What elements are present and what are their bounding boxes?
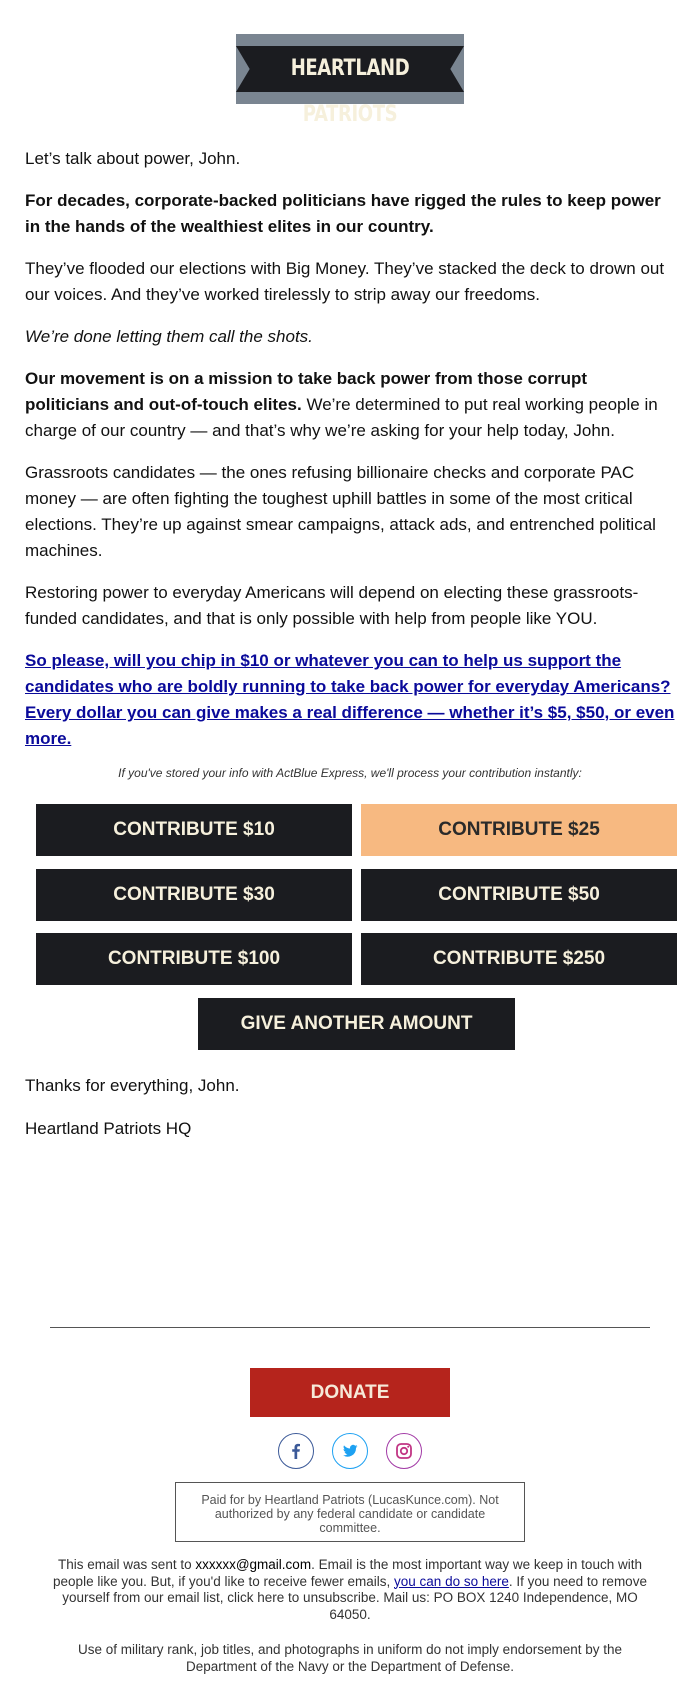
footer-divider (50, 1327, 650, 1328)
recipient-email: xxxxxx@gmail.com (195, 1557, 312, 1572)
contribute-30-button[interactable]: CONTRIBUTE $30 (36, 869, 352, 921)
donate-button[interactable]: DONATE (250, 1368, 450, 1417)
closing (25, 1073, 675, 1159)
sent-prefix: This email was sent to (58, 1557, 196, 1572)
thanks-line: Thanks for everything, John. (25, 1076, 240, 1095)
actblue-express-note: If you've stored your info with ActBlue Express, we'll process your contribution instantly: (118, 766, 582, 780)
logo-text: HEARTLAND PATRIOTS (290, 56, 410, 127)
contribute-10-button[interactable]: CONTRIBUTE $10 (36, 804, 352, 856)
contribute-250-button[interactable]: CONTRIBUTE $250 (361, 933, 677, 985)
contribute-50-button[interactable]: CONTRIBUTE $50 (361, 869, 677, 921)
sent-suffix: . If you need to remove yourself from our email list, click here to unsubscribe. Mail us: PO BOX 1240 Independence, MO 64050. (62, 1573, 647, 1622)
instagram-icon[interactable] (386, 1433, 422, 1469)
give-another-amount-button[interactable]: GIVE ANOTHER AMOUNT (198, 998, 515, 1050)
paragraph-restoring: Restoring power to everyday Americans will depend on electing these grassroots-funded candidates, and that is only possible with help from people like YOU. (25, 583, 639, 628)
mission-rest: We’re determined to put real working people in charge of our country — and that’s why we’re asking for your help today, John. (25, 395, 658, 440)
email-disclaimer (50, 1557, 650, 1623)
sent-middle: . Email is the most important way we keep in touch with people like you. But, if you'd like to receive fewer emails, (53, 1557, 642, 1589)
facebook-icon[interactable] (278, 1433, 314, 1469)
chip-in-link[interactable]: So please, will you chip in $10 or whatever you can to help us support the candidates who are boldly running to take back power for everyday Americans? Every dollar you can give makes a real difference — whether it’s $5, $50, or even more. (25, 651, 675, 748)
email-header (0, 0, 700, 127)
paid-for-box: Paid for by Heartland Patriots (LucasKunce.com). Not authorized by any federal candidate or candidate committee. (175, 1482, 525, 1542)
paragraph-done: We’re done letting them call the shots. (25, 327, 313, 346)
greeting: Let’s talk about power, John. (25, 149, 241, 168)
paragraph-grassroots: Grassroots candidates — the ones refusing billionaire checks and corporate PAC money — are often fighting the toughest uphill battles in some of the most critical elections. They’re up against smear campaigns, attack ads, and entrenched political machines. (25, 463, 656, 560)
fewer-emails-link[interactable]: you can do so here (394, 1573, 509, 1589)
signature: Heartland Patriots HQ (25, 1119, 192, 1138)
paragraph-decades: For decades, corporate-backed politicians have rigged the rules to keep power in the hands of the wealthiest elites in our country. (25, 191, 661, 236)
mission-bold: Our movement is on a mission to take back power from those corrupt politicians and out-of-touch elites. (25, 369, 588, 414)
email-body (25, 146, 675, 752)
military-disclaimer: Use of military rank, job titles, and photographs in uniform do not imply endorsement by the Department of the Navy or the Department of Defense. (77, 1642, 623, 1674)
paragraph-mission (25, 366, 675, 444)
twitter-icon[interactable] (332, 1433, 368, 1469)
contribute-25-button[interactable]: CONTRIBUTE $25 (361, 804, 677, 856)
footer-text (50, 1557, 650, 1674)
contribute-100-button[interactable]: CONTRIBUTE $100 (36, 933, 352, 985)
heartland-patriots-logo (236, 34, 464, 127)
paragraph-big-money: They’ve flooded our elections with Big Money. They’ve stacked the deck to drown out our voices. And they’ve worked tirelessly to strip away our freedoms. (25, 259, 665, 304)
